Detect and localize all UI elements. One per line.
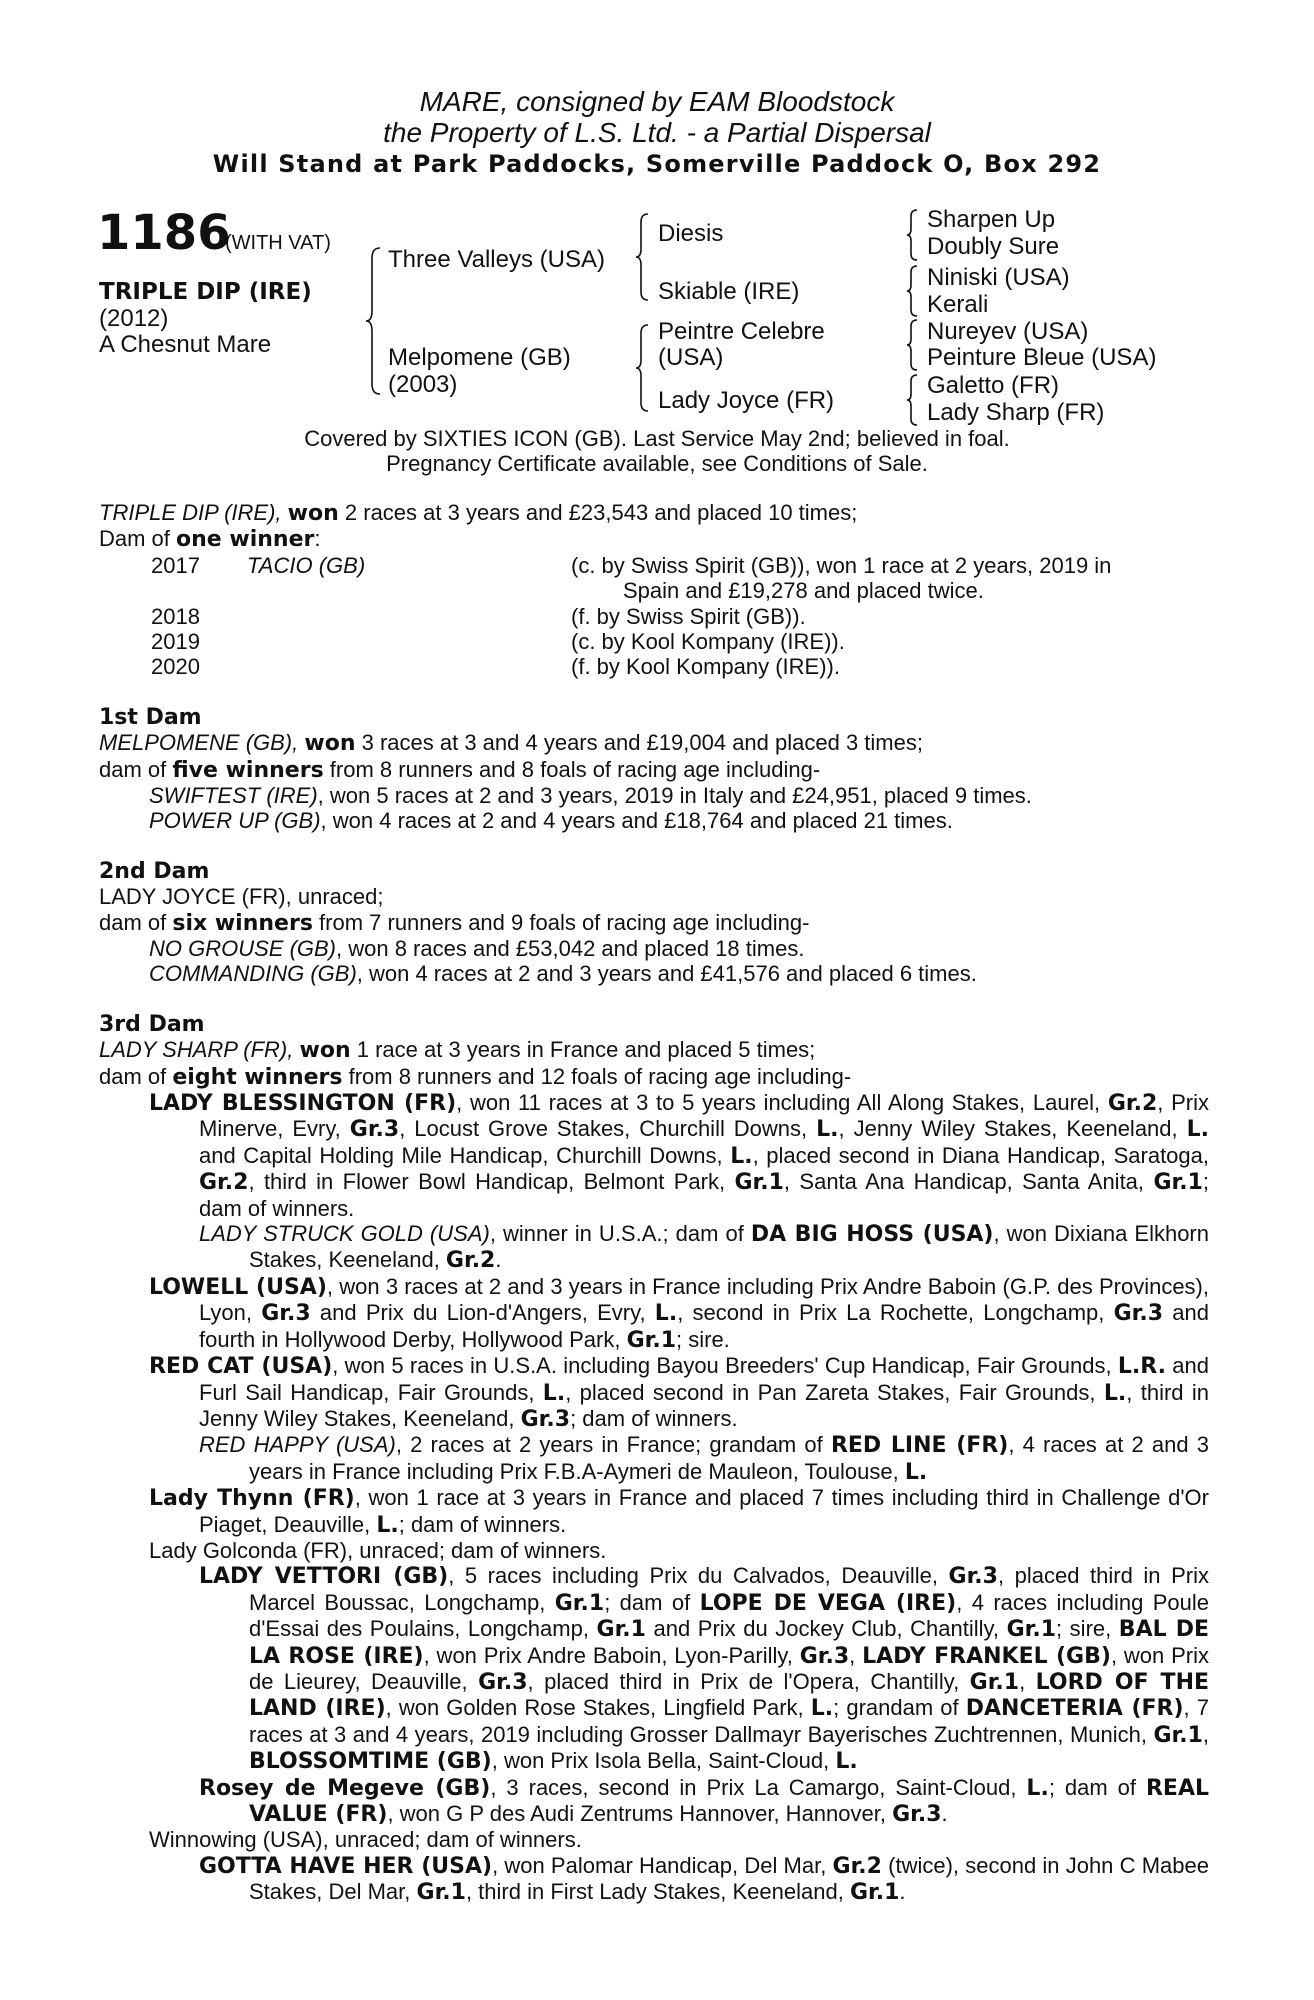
sd-sire: Niniski (USA) [927,264,1070,291]
dam-name: Melpomene (GB) [388,344,571,371]
pedigree-bracket-main [364,246,384,396]
entry-lady-golconda: Lady Golconda (FR), unraced; dam of winners. [149,1537,607,1563]
mare-record: TRIPLE DIP (IRE), won 2 races at 3 years and £23,543 and placed 10 times; [99,500,858,526]
entry-gotta-have-her: GOTTA HAVE HER (USA), won Palomar Handicap, Del Mar, Gr.2 (twice), second in John C Mabee Stakes, Del Mar, Gr.1, third in First Lady Stakes, Keeneland, Gr.1. [199,1852,1209,1906]
sire-sire-name: Diesis [658,220,724,247]
sd-dam: Kerali [927,291,989,318]
first-dam-heading: 1st Dam [99,704,202,730]
mare-produce-summary: Dam of one winner: [99,526,321,553]
second-dam-record: LADY JOYCE (FR), unraced; [99,884,384,910]
pedigree-bracket-ds [905,318,921,372]
horse-name: TRIPLE DIP (IRE) [99,279,312,305]
dd-sire: Galetto (FR) [927,372,1060,399]
pedigree-bracket-sd [905,264,921,318]
pedigree-bracket-dd [905,373,921,427]
entry-red-happy: RED HAPPY (USA), 2 races at 2 years in France; grandam of RED LINE (FR), 4 races at 2 and 3 years in France including Prix F.B.A-Aymeri de Mauleon, Toulouse, L. [199,1432,1209,1485]
entry-winnowing: Winnowing (USA), unraced; dam of winners. [149,1827,582,1853]
first-dam-summary: dam of five winners from 8 runners and 8 foals of racing age including- [99,756,821,783]
entry-lady-struck-gold: LADY STRUCK GOLD (USA), winner in U.S.A.; dam of DA BIG HOSS (USA), won Dixiana Elkhorn Stakes, Keeneland, Gr.2. [199,1221,1209,1274]
entry-lady-blessington: LADY BLESSINGTON (FR), won 11 races at 3 to 5 years including All Along Stakes, Laurel, Gr.2, Prix Minerve, Evry, Gr.3, Locust Grove Stakes, Churchill Downs, L., Jenny Wiley Stakes, Keeneland, L. and Capital Holding Mile Handicap, Churchill Downs, L., placed second in Diana Handicap, Saratoga, Gr.2, third in Flower Bowl Handicap, Belmont Park, Gr.1, Santa Ana Handicap, Santa Anita, Gr.1; dam of winners. [149,1090,1210,1221]
covered-line: Covered by SIXTIES ICON (GB). Last Service May 2nd; believed in foal. [304,426,1010,451]
produce-row-cont: Spain and £19,278 and placed twice. [623,578,984,604]
property-line: the Property of L.S. Ltd. - a Partial Dispersal [383,117,931,148]
second-dam-heading: 2nd Dam [99,858,210,884]
entry-lowell: LOWELL (USA), won 3 races at 2 and 3 years in France including Prix Andre Baboin (G.P. des Provinces), Lyon, Gr.3 and Prix du Lion-d'Angers, Evry, L., second in Prix La Rochette, Longchamp, Gr.3 and fourth in Hollywood Derby, Hollywood Park, Gr.1; sire. [149,1273,1209,1353]
vat-note: (WITH VAT) [225,232,331,254]
pedigree-bracket-ss [905,208,921,262]
entry-rosey-de-megeve: Rosey de Megeve (GB), 3 races, second in Prix La Camargo, Saint-Cloud, L.; dam of REAL VALUE (FR), won G P des Audi Zentrums Hannover, Hannover, Gr.3. [199,1774,1209,1828]
pedigree-bracket-dam [634,323,652,413]
second-dam-summary: dam of six winners from 7 runners and 9 foals of racing age including- [99,909,810,936]
dam-year: (2003) [388,371,458,398]
lot-number: 1186 [97,205,231,261]
pedigree-bracket-sire [634,212,652,302]
sire-dam-name: Skiable (IRE) [658,278,800,305]
produce-row: 2017 TACIO (GB) (c. by Swiss Spirit (GB)), won 1 race at 2 years, 2019 in [151,552,1112,578]
produce-row: 2019 (c. by Kool Kompany (IRE)). [151,628,845,654]
ss-sire: Sharpen Up [927,206,1056,233]
third-dam-heading: 3rd Dam [99,1011,205,1037]
second-dam-winner: COMMANDING (GB), won 4 races at 2 and 3 years and £41,576 and placed 6 times. [149,961,977,987]
first-dam-winner: SWIFTEST (IRE), won 5 races at 2 and 3 years, 2019 in Italy and £24,951, placed 9 times. [149,782,1032,808]
produce-row: 2018 (f. by Swiss Spirit (GB)). [151,603,806,629]
dam-sire-name: Peintre Celebre [658,318,825,345]
dam-sire-country: (USA) [658,344,724,371]
foaling-year: (2012) [99,305,169,332]
catalogue-body [99,500,1209,1906]
entry-red-cat: RED CAT (USA), won 5 races in U.S.A. including Bayou Breeders' Cup Handicap, Fair Grounds, L.R. and Furl Sail Handicap, Fair Grounds, L., placed second in Pan Zareta Stakes, Fair Grounds, L., third in Jenny Wiley Stakes, Keeneland, Gr.3; dam of winners. [149,1353,1210,1432]
pregnancy-line: Pregnancy Certificate available, see Conditions of Sale. [386,451,928,476]
dd-dam: Lady Sharp (FR) [927,399,1105,426]
horse-description: A Chesnut Mare [99,331,272,358]
third-dam-summary: dam of eight winners from 8 runners and 12 foals of racing age including- [99,1063,852,1090]
consignor-line: MARE, consigned by EAM Bloodstock [419,86,895,117]
entry-lady-vettori: LADY VETTORI (GB), 5 races including Prix du Calvados, Deauville, Gr.3, placed third in Prix Marcel Boussac, Longchamp, Gr.1; dam of LOPE DE VEGA (IRE), 4 races including Poule d'Essai des Poulains, Longchamp, Gr.1 and Prix du Jockey Club, Chantilly, Gr.1; sire, BAL DE LA ROSE (IRE), won Prix Andre Baboin, Lyon-Parilly, Gr.3, LADY FRANKEL (GB), won Prix de Lieurey, Deauville, Gr.3, placed third in Prix de l'Opera, Chantilly, Gr.1, LORD OF THE LAND (IRE), won Golden Rose Stakes, Lingfield Park, L.; grandam of DANCETERIA (FR), 7 races at 3 and 4 years, 2019 including Grosser Dallmayr Bayerisches Zuchtrennen, Munich, Gr.1, BLOSSOMTIME (GB), won Prix Isola Bella, Saint-Cloud, L. [199,1563,1210,1775]
second-dam-winner: NO GROUSE (GB), won 8 races and £53,042 and placed 18 times. [149,936,805,962]
ss-dam: Doubly Sure [927,233,1060,260]
first-dam-record: MELPOMENE (GB), won 3 races at 3 and 4 years and £19,004 and placed 3 times; [99,730,923,757]
ds-dam: Peinture Bleue (USA) [927,344,1157,371]
stand-location-line: Will Stand at Park Paddocks, Somerville Paddock O, Box 292 [212,150,1102,178]
produce-row: 2020 (f. by Kool Kompany (IRE)). [151,654,840,680]
first-dam-winner: POWER UP (GB), won 4 races at 2 and 4 years and £18,764 and placed 21 times. [149,808,953,834]
dam-dam-name: Lady Joyce (FR) [658,387,835,414]
entry-lady-thynn: Lady Thynn (FR), won 1 race at 3 years in France and placed 7 times including third in Challenge d'Or Piaget, Deauville, L.; dam of winners. [149,1485,1209,1538]
ds-sire: Nureyev (USA) [927,318,1089,345]
third-dam-record: LADY SHARP (FR), won 1 race at 3 years in France and placed 5 times; [99,1037,816,1064]
sire-name: Three Valleys (USA) [388,246,605,273]
